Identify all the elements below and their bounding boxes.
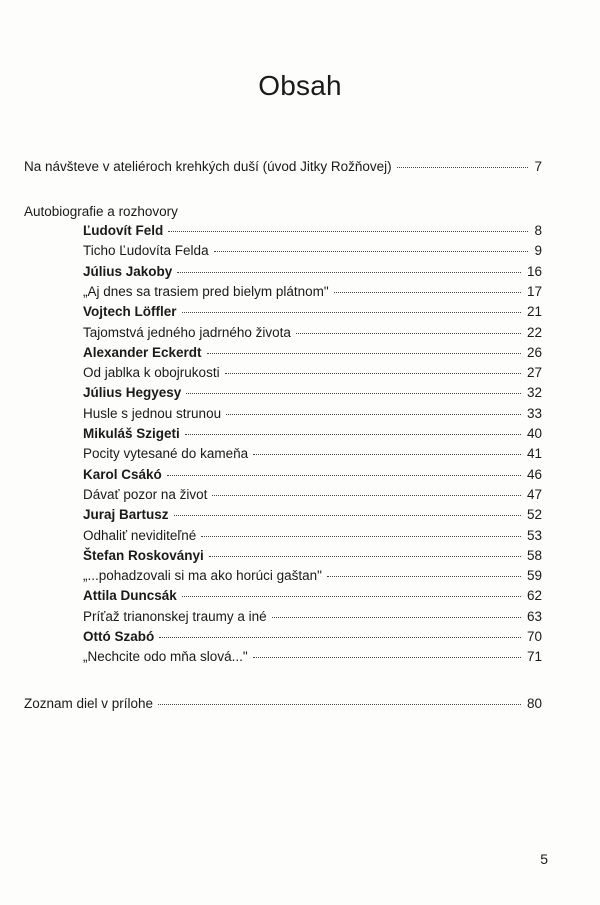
toc-page-number: 22 bbox=[526, 324, 542, 340]
chapter-title: „Nechcite odo mňa slová..." bbox=[83, 649, 248, 665]
author-name: Juraj Bartusz bbox=[83, 507, 169, 523]
leader-dots bbox=[225, 359, 521, 374]
leader-dots bbox=[226, 400, 521, 415]
page-title: Obsah bbox=[258, 70, 342, 101]
toc-page-number: 46 bbox=[526, 466, 542, 482]
toc-entry bbox=[83, 646, 542, 666]
chapter-title: Husle s jednou strunou bbox=[83, 405, 222, 421]
leader-dots bbox=[159, 623, 521, 638]
section-heading: Autobiografie a rozhovory bbox=[24, 204, 178, 219]
toc-page-number: 41 bbox=[526, 446, 542, 462]
leader-dots bbox=[397, 153, 529, 168]
toc-page-number: 21 bbox=[526, 304, 542, 320]
leader-dots bbox=[167, 461, 521, 476]
author-name: Ľudovít Feld bbox=[83, 223, 164, 238]
leader-dots bbox=[296, 319, 521, 334]
leader-dots bbox=[182, 582, 521, 597]
toc-page-number: 33 bbox=[526, 405, 542, 421]
leader-dots bbox=[158, 690, 521, 705]
leader-dots bbox=[168, 217, 528, 232]
leader-dots bbox=[186, 379, 521, 394]
leader-dots bbox=[334, 278, 521, 293]
leader-dots bbox=[253, 643, 521, 658]
author-name: Vojtech Löffler bbox=[83, 304, 177, 320]
toc-page-number: 62 bbox=[526, 588, 542, 604]
author-name: Július Hegyesy bbox=[83, 385, 182, 401]
chapter-title: „Aj dnes sa trasiem pred bielym plátnom" bbox=[83, 283, 329, 299]
chapter-title: Tajomstvá jedného jadrného života bbox=[83, 324, 291, 340]
toc-page-number: 52 bbox=[526, 507, 542, 523]
leader-dots bbox=[327, 562, 521, 577]
chapter-title: Pocity vytesané do kameňa bbox=[83, 446, 249, 462]
author-name: Alexander Eckerdt bbox=[83, 344, 202, 360]
leader-dots bbox=[174, 501, 521, 516]
toc-page-number: 40 bbox=[526, 426, 542, 441]
chapter-title: Od jablka k obojrukosti bbox=[83, 365, 220, 381]
toc-appendix bbox=[24, 693, 542, 713]
toc-page-number: 80 bbox=[526, 696, 542, 711]
toc-page-number: 26 bbox=[526, 344, 542, 360]
leader-dots bbox=[207, 339, 521, 354]
author-name: Mikuláš Szigeti bbox=[83, 426, 180, 441]
author-name: Ottó Szabó bbox=[83, 629, 155, 644]
leader-dots bbox=[201, 522, 521, 537]
leader-dots bbox=[209, 542, 521, 557]
toc-page-number: 32 bbox=[526, 385, 542, 401]
folio: 5 bbox=[540, 851, 548, 867]
toc-page-number: 70 bbox=[526, 629, 542, 644]
toc-page-number: 47 bbox=[526, 486, 542, 502]
toc-page-number: 16 bbox=[526, 263, 542, 279]
leader-dots bbox=[212, 481, 521, 496]
author-name: Štefan Roskoványi bbox=[83, 547, 204, 563]
toc-page-number: 58 bbox=[526, 547, 542, 563]
leader-dots bbox=[182, 298, 521, 313]
leader-dots bbox=[272, 603, 521, 618]
toc-page-number: 53 bbox=[526, 527, 542, 543]
leader-dots bbox=[214, 237, 529, 252]
author-name: Karol Csákó bbox=[83, 466, 162, 482]
toc-intro bbox=[24, 156, 542, 176]
chapter-title: Príťaž trianonskej traumy a iné bbox=[83, 608, 267, 624]
toc-page-number: 7 bbox=[534, 159, 542, 174]
chapter-title: „...pohadzovali si ma ako horúci gaštan" bbox=[83, 568, 322, 584]
leader-dots bbox=[185, 420, 521, 435]
toc-page-number: 9 bbox=[534, 243, 542, 259]
leader-dots bbox=[253, 440, 521, 455]
toc-page-number: 8 bbox=[534, 223, 542, 238]
toc-label: Zoznam diel v prílohe bbox=[24, 696, 154, 711]
toc-page-number: 27 bbox=[526, 365, 542, 381]
toc-page-number: 59 bbox=[526, 568, 542, 584]
chapter-title: Ticho Ľudovíta Felda bbox=[83, 243, 209, 259]
chapter-title: Odhaliť neviditeľné bbox=[83, 527, 197, 543]
toc-page-number: 63 bbox=[526, 608, 542, 624]
toc-label: Na návšteve v ateliéroch krehkých duší (úvod Jitky Rožňovej) bbox=[24, 159, 392, 174]
chapter-title: Dávať pozor na život bbox=[83, 486, 208, 502]
toc-page-number: 17 bbox=[526, 283, 542, 299]
author-name: Július Jakoby bbox=[83, 263, 173, 279]
leader-dots bbox=[177, 258, 521, 273]
toc-page-number: 71 bbox=[526, 649, 542, 665]
author-name: Attila Duncsák bbox=[83, 588, 177, 604]
